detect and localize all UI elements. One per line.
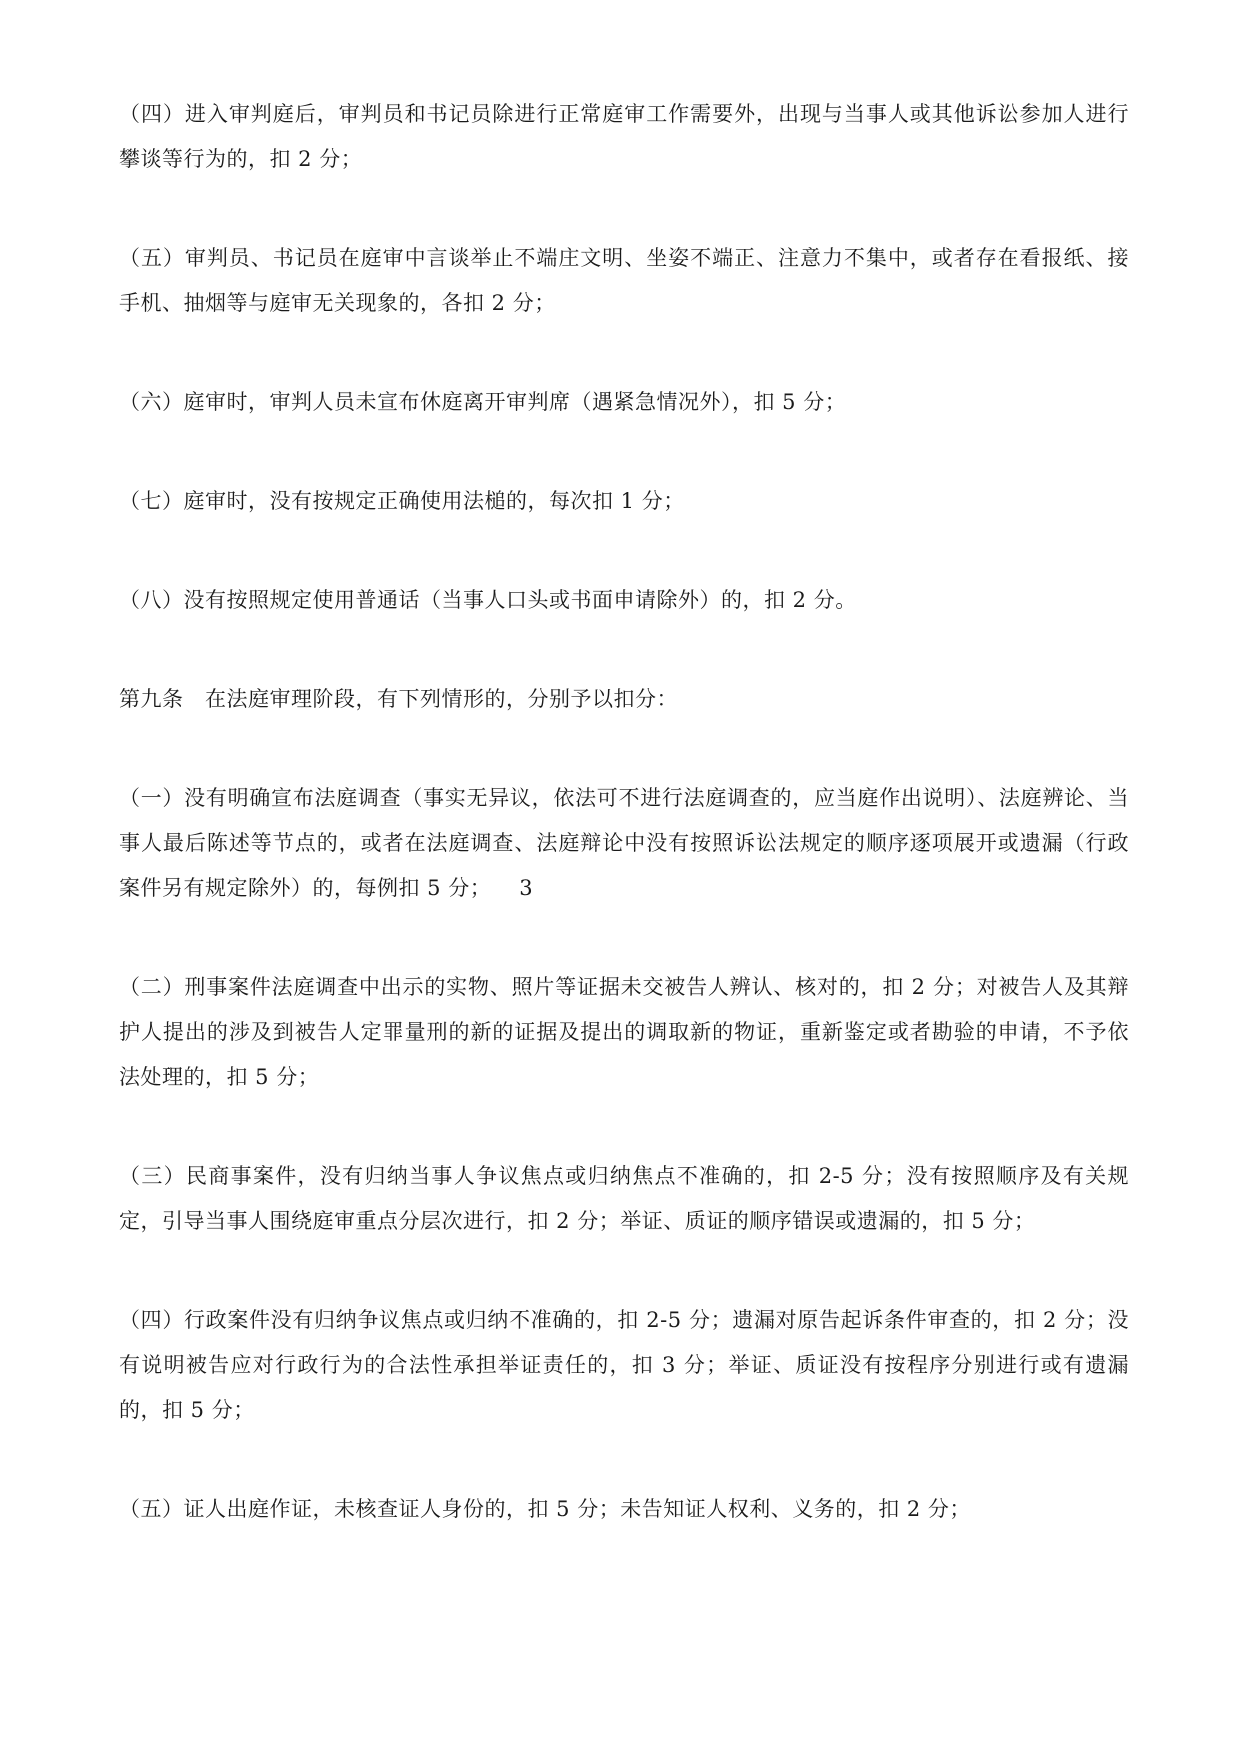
paragraph-text: （六）庭审时，审判人员未宣布休庭离开审判席（遇紧急情况外），扣 5 分；	[119, 390, 847, 414]
paragraph-4	[119, 92, 1129, 182]
paragraph-7	[119, 479, 1129, 524]
paragraph-text: （五）审判员、书记员在庭审中言谈举止不端庄文明、坐姿不端正、注意力不集中，或者存在看报纸、接手机、抽烟等与庭审无关现象的，各扣 2 分；	[119, 246, 1129, 315]
paragraph-text: （四）进入审判庭后，审判员和书记员除进行正常庭审工作需要外，出现与当事人或其他诉讼参加人进行攀谈等行为的，扣 2 分；	[119, 102, 1129, 171]
document-body	[119, 92, 1129, 1586]
article-9-heading	[119, 677, 1129, 722]
clause-3	[119, 1154, 1129, 1244]
paragraph-5	[119, 236, 1129, 326]
paragraph-text: （八）没有按照规定使用普通话（当事人口头或书面申请除外）的，扣 2 分。	[119, 588, 857, 612]
clause-5	[119, 1487, 1129, 1532]
paragraph-8	[119, 578, 1129, 623]
paragraph-text: （三）民商事案件，没有归纳当事人争议焦点或归纳焦点不准确的，扣 2-5 分；没有按照顺序及有关规定，引导当事人围绕庭审重点分层次进行，扣 2 分；举证、质证的顺序错误或遗漏的，扣 5 分；	[119, 1164, 1129, 1233]
paragraph-text: （二）刑事案件法庭调查中出示的实物、照片等证据未交被告人辨认、核对的，扣 2 分；对被告人及其辩护人提出的涉及到被告人定罪量刑的新的证据及提出的调取新的物证，重新鉴定或者勘验的申请，不予依法处理的，扣 5 分；	[119, 975, 1129, 1089]
clause-1	[119, 776, 1129, 911]
paragraph-text: （七）庭审时，没有按规定正确使用法槌的，每次扣 1 分；	[119, 489, 685, 513]
paragraph-text: （五）证人出庭作证，未核查证人身份的，扣 5 分；未告知证人权利、义务的，扣 2 分；	[119, 1497, 971, 1521]
paragraph-6	[119, 380, 1129, 425]
paragraph-text: （一）没有明确宣布法庭调查（事实无异议，依法可不进行法庭调查的，应当庭作出说明）、法庭辨论、当事人最后陈述等节点的，或者在法庭调查、法庭辩论中没有按照诉讼法规定的顺序逐项展开或遗漏（行政案件另有规定除外）的，每例扣 5 分；	[119, 786, 1129, 900]
article-heading-text: 第九条 在法庭审理阶段，有下列情形的，分别予以扣分：	[119, 687, 678, 711]
clause-4	[119, 1298, 1129, 1433]
clause-2	[119, 965, 1129, 1100]
page-number: 3	[519, 876, 534, 900]
paragraph-text: （四）行政案件没有归纳争议焦点或归纳不准确的，扣 2-5 分；遗漏对原告起诉条件审查的，扣 2 分；没有说明被告应对行政行为的合法性承担举证责任的，扣 3 分；举证、质证没有按程序分别进行或有遗漏的，扣 5 分；	[119, 1308, 1129, 1422]
